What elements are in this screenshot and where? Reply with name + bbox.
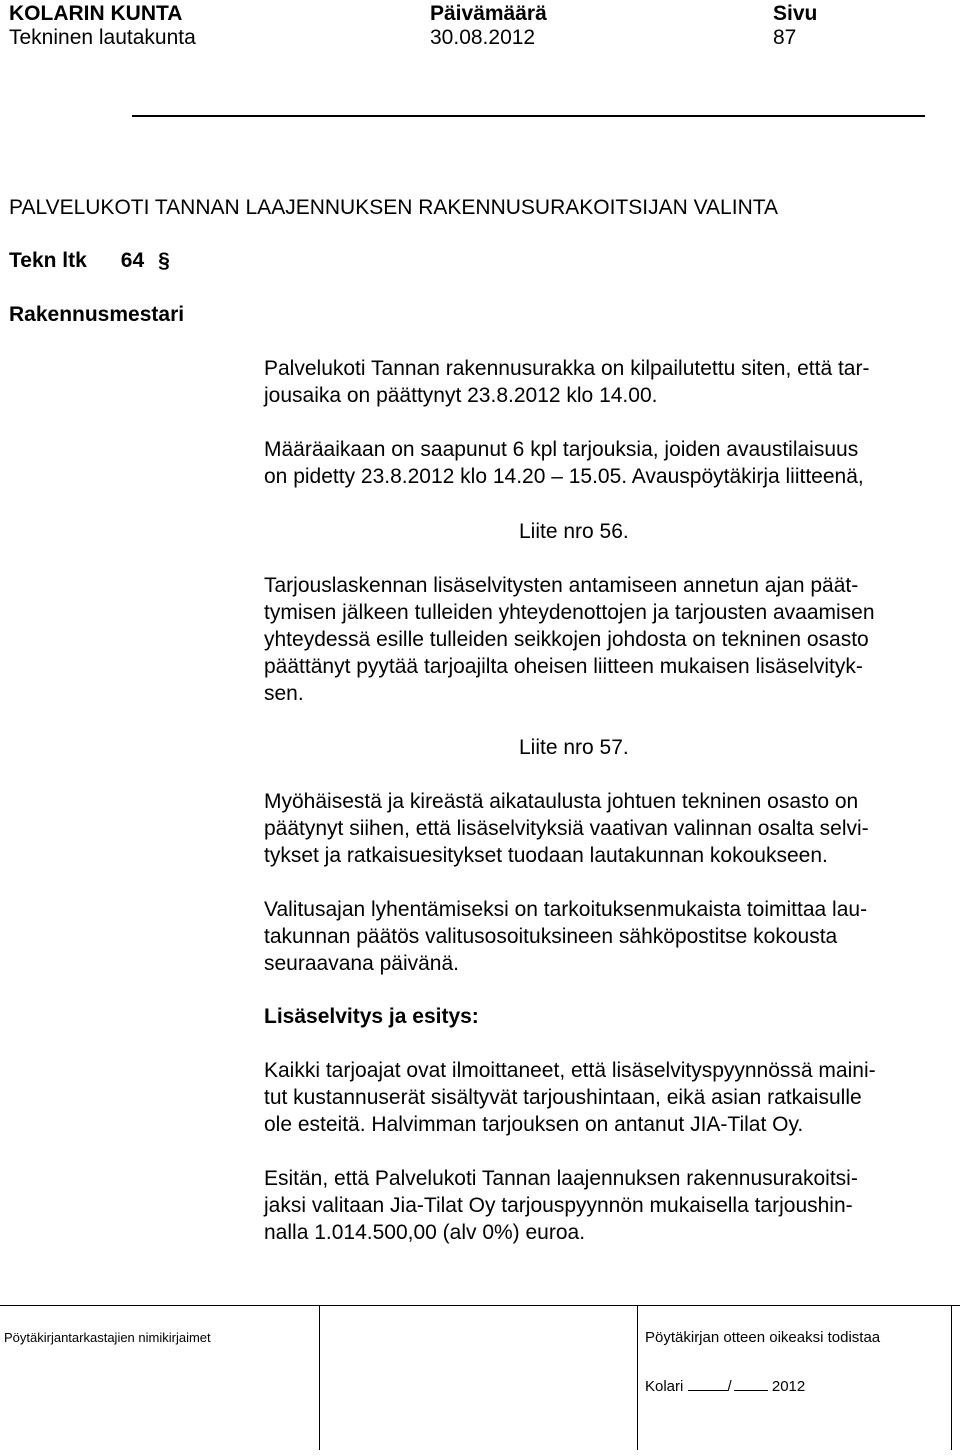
footer-border-right [951,1305,952,1450]
month-blank [734,1390,768,1391]
text-line: tykset ja ratkaisuesitykset tuodaan lautakunnan kokoukseen. [264,844,828,867]
section-ref-label: Tekn ltk [9,249,87,272]
date-label: Päivämäärä [430,2,547,25]
section-mark: § [158,249,170,272]
paragraph-6 [264,1057,876,1138]
inspectors-initials-label: Pöytäkirjantarkastajien nimikirjaimet [4,1330,211,1345]
text-line: seuraavana päivänä. [264,952,459,975]
text-line: on pidetty 23.8.2012 klo 14.20 – 15.05. Avauspöytäkirja liitteenä, [264,465,864,488]
year: 2012 [771,1378,806,1395]
attachment-56: Liite nro 56. [519,520,629,543]
text-line: Myöhäisestä ja kireästä aikataulusta johtuen tekninen osasto on [264,790,859,813]
certified-copy-label: Pöytäkirjan otteen oikeaksi todistaa [645,1329,881,1346]
footer-rule [0,1305,960,1306]
paragraph-3 [264,572,875,707]
header-rule [132,115,925,117]
text-line: takunnan päätös valitusosoituksineen sähköpostitse kokousta [264,925,838,948]
committee-name: Tekninen lautakunta [9,26,196,49]
preparer-title: Rakennusmestari [9,303,185,326]
paragraph-2 [264,436,864,490]
certification-date-line [645,1378,805,1396]
attachment-57: Liite nro 57. [519,736,629,759]
text-line: jaksi valitaan Jia-Tilat Oy tarjouspyynnön mukaisella tarjoushin- [264,1194,853,1217]
paragraph-7 [264,1165,858,1246]
text-line: päättänyt pyytää tarjoajilta oheisen liitteen mukaisen lisäselvityk- [264,655,863,678]
subheading: Lisäselvitys ja esitys: [264,1005,479,1028]
day-blank [688,1390,728,1391]
text-line: nalla 1.014.500,00 (alv 0%) euroa. [264,1221,586,1244]
text-line: yhteydessä esille tulleiden seikkojen johdosta on tekninen osasto [264,628,869,651]
text-line: Kaikki tarjoajat ovat ilmoittaneet, että lisäselvityspyynnössä maini- [264,1059,876,1082]
text-line: tymisen jälkeen tulleiden yhteydenottojen ja tarjousten avaamisen [264,601,875,624]
page-label: Sivu [773,2,818,25]
text-line: päätynyt siihen, että lisäselvityksiä vaativan valinnan osalta selvi- [264,817,869,840]
text-line: Määräaikaan on saapunut 6 kpl tarjouksia, joiden avaustilaisuus [264,438,859,461]
organization-name: KOLARIN KUNTA [9,2,183,25]
page-number: 87 [773,26,797,49]
section-reference [9,247,170,274]
place-name: Kolari [645,1378,684,1395]
text-line: Valitusajan lyhentämiseksi on tarkoituksenmukaista toimittaa lau- [264,898,868,921]
paragraph-4 [264,788,869,869]
footer-divider-left [319,1305,320,1450]
text-line: ole esteitä. Halvimman tarjouksen on antanut JIA-Tilat Oy. [264,1113,804,1136]
paragraph-5 [264,896,867,977]
section-ref-number: 64 [120,249,145,272]
document-title: PALVELUKOTI TANNAN LAAJENNUKSEN RAKENNUSURAKOITSIJAN VALINTA [9,196,779,219]
text-line: Palvelukoti Tannan rakennusurakka on kilpailutettu siten, että tar- [264,357,870,380]
date-value: 30.08.2012 [430,26,536,49]
text-line: jousaika on päättynyt 23.8.2012 klo 14.00. [264,384,658,407]
text-line: tut kustannuserät sisältyvät tarjoushintaan, eikä asian ratkaisulle [264,1086,862,1109]
paragraph-1 [264,355,869,409]
footer-divider-right [637,1305,638,1450]
text-line: Tarjouslaskennan lisäselvitysten antamiseen annetun ajan päät- [264,574,859,597]
text-line: Esitän, että Palvelukoti Tannan laajennuksen rakennusurakoitsi- [264,1167,858,1190]
date-separator: / [727,1378,732,1395]
text-line: sen. [264,682,304,705]
